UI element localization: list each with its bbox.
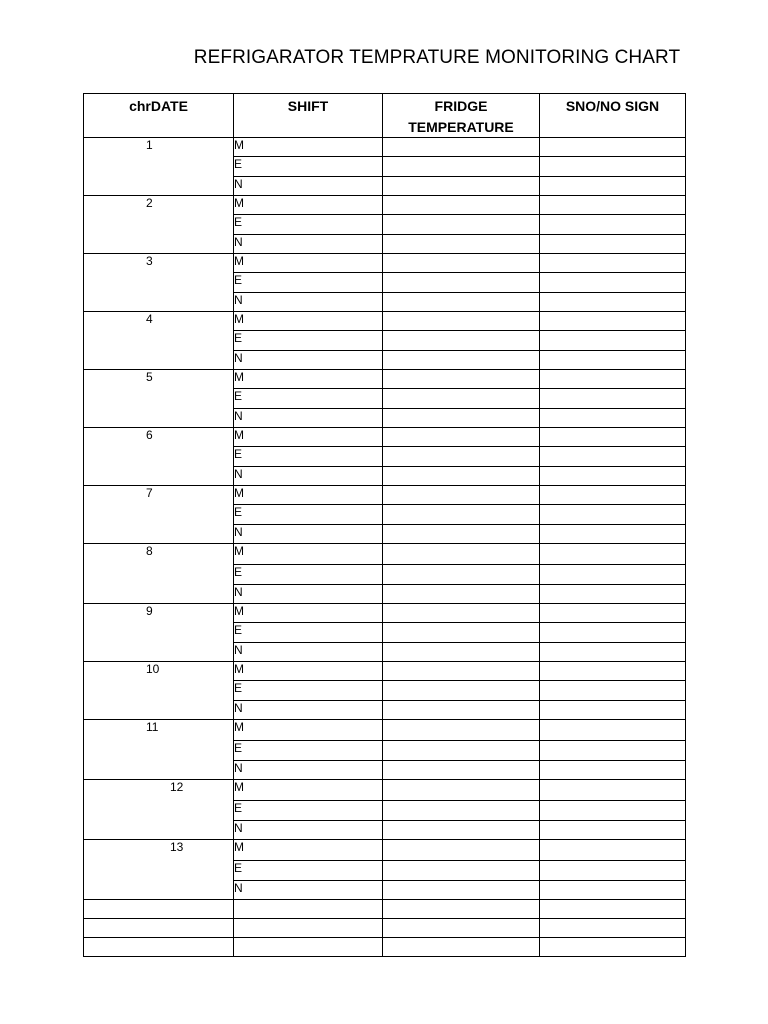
- header-shift: SHIFT: [234, 94, 383, 138]
- fridge-temperature-cell[interactable]: [383, 157, 540, 177]
- sign-cell[interactable]: [540, 801, 686, 821]
- table-row: [84, 486, 686, 505]
- shift-cell: M: [234, 254, 383, 273]
- shift-cell: M: [234, 780, 383, 801]
- shift-cell: N: [234, 643, 383, 662]
- shift-cell: E: [234, 273, 383, 293]
- fridge-temperature-cell[interactable]: [383, 780, 540, 801]
- shift-cell: E: [234, 331, 383, 351]
- sign-cell[interactable]: [540, 138, 686, 157]
- sign-cell[interactable]: [540, 293, 686, 312]
- shift-cell: N: [234, 585, 383, 604]
- fridge-temperature-cell[interactable]: [383, 486, 540, 505]
- fridge-temperature-cell[interactable]: [383, 447, 540, 467]
- blank-cell[interactable]: [540, 919, 686, 938]
- temperature-chart-table: [83, 93, 686, 957]
- date-cell: [84, 196, 234, 254]
- table-row: [84, 254, 686, 273]
- fridge-temperature-cell[interactable]: [383, 409, 540, 428]
- shift-cell: E: [234, 801, 383, 821]
- blank-cell[interactable]: [234, 938, 383, 957]
- fridge-temperature-cell[interactable]: [383, 585, 540, 604]
- sign-cell[interactable]: [540, 840, 686, 861]
- fridge-temperature-cell[interactable]: [383, 331, 540, 351]
- sign-cell[interactable]: [540, 196, 686, 215]
- fridge-temperature-cell[interactable]: [383, 801, 540, 821]
- sign-cell[interactable]: [540, 409, 686, 428]
- date-cell: [84, 780, 234, 840]
- fridge-temperature-cell[interactable]: [383, 351, 540, 370]
- sign-cell[interactable]: [540, 761, 686, 780]
- fridge-temperature-cell[interactable]: [383, 389, 540, 409]
- sign-cell[interactable]: [540, 312, 686, 331]
- sign-cell[interactable]: [540, 662, 686, 681]
- sign-cell[interactable]: [540, 351, 686, 370]
- shift-cell: M: [234, 840, 383, 861]
- fridge-temperature-cell[interactable]: [383, 196, 540, 215]
- fridge-temperature-cell[interactable]: [383, 861, 540, 881]
- sign-cell[interactable]: [540, 881, 686, 900]
- fridge-temperature-cell[interactable]: [383, 821, 540, 840]
- fridge-temperature-cell[interactable]: [383, 138, 540, 157]
- table-row: [84, 604, 686, 623]
- table-row: [84, 840, 686, 861]
- blank-row: [84, 900, 686, 919]
- date-value: 5: [146, 370, 153, 384]
- blank-cell[interactable]: [383, 900, 540, 919]
- header-date: chrDATE: [84, 94, 234, 138]
- table-row: [84, 196, 686, 215]
- shift-cell: M: [234, 544, 383, 565]
- date-cell: [84, 254, 234, 312]
- date-cell: [84, 544, 234, 604]
- table-row: [84, 428, 686, 447]
- sign-cell[interactable]: [540, 157, 686, 177]
- shift-cell: N: [234, 761, 383, 780]
- shift-cell: N: [234, 701, 383, 720]
- fridge-temperature-cell[interactable]: [383, 235, 540, 254]
- shift-cell: E: [234, 741, 383, 761]
- blank-cell[interactable]: [383, 919, 540, 938]
- table-row: [84, 544, 686, 565]
- header-row: [84, 94, 686, 138]
- shift-cell: E: [234, 623, 383, 643]
- date-value: 10: [146, 662, 160, 676]
- chart-body: [84, 138, 686, 957]
- date-cell: [84, 138, 234, 196]
- shift-cell: M: [234, 662, 383, 681]
- blank-cell[interactable]: [540, 900, 686, 919]
- sign-cell[interactable]: [540, 861, 686, 881]
- fridge-temperature-cell[interactable]: [383, 701, 540, 720]
- fridge-temperature-cell[interactable]: [383, 840, 540, 861]
- blank-cell[interactable]: [84, 900, 234, 919]
- fridge-temperature-cell[interactable]: [383, 293, 540, 312]
- header-fridge-line2: TEMPERATURE: [408, 119, 514, 135]
- date-cell: [84, 312, 234, 370]
- header-fridge-line1: FRIDGE: [434, 98, 488, 114]
- fridge-temperature-cell[interactable]: [383, 720, 540, 741]
- fridge-temperature-cell[interactable]: [383, 881, 540, 900]
- shift-cell: N: [234, 293, 383, 312]
- shift-cell: E: [234, 447, 383, 467]
- date-cell: [84, 428, 234, 486]
- date-value: 6: [146, 428, 153, 442]
- sign-cell[interactable]: [540, 604, 686, 623]
- date-value: 1: [146, 138, 153, 152]
- shift-cell: E: [234, 215, 383, 235]
- blank-cell[interactable]: [84, 919, 234, 938]
- fridge-temperature-cell[interactable]: [383, 370, 540, 389]
- shift-cell: M: [234, 604, 383, 623]
- shift-cell: M: [234, 138, 383, 157]
- date-value: 7: [146, 486, 153, 500]
- shift-cell: N: [234, 409, 383, 428]
- date-cell: [84, 720, 234, 780]
- table-row: [84, 370, 686, 389]
- blank-cell[interactable]: [234, 900, 383, 919]
- shift-cell: N: [234, 525, 383, 544]
- date-value: 9: [146, 604, 153, 618]
- fridge-temperature-cell[interactable]: [383, 428, 540, 447]
- table-row: [84, 720, 686, 741]
- shift-cell: M: [234, 486, 383, 505]
- sign-cell[interactable]: [540, 215, 686, 235]
- fridge-temperature-cell[interactable]: [383, 565, 540, 585]
- date-cell: [84, 604, 234, 662]
- sign-cell[interactable]: [540, 821, 686, 840]
- shift-cell: N: [234, 821, 383, 840]
- sign-cell[interactable]: [540, 544, 686, 565]
- sign-cell[interactable]: [540, 331, 686, 351]
- date-cell: [84, 662, 234, 720]
- header-sign: SNO/NO SIGN: [540, 94, 686, 138]
- page-title: REFRIGARATOR TEMPRATURE MONITORING CHART: [193, 47, 681, 68]
- table-row: [84, 138, 686, 157]
- sign-cell[interactable]: [540, 389, 686, 409]
- sign-cell[interactable]: [540, 447, 686, 467]
- fridge-temperature-cell[interactable]: [383, 254, 540, 273]
- date-cell: [84, 486, 234, 544]
- fridge-temperature-cell[interactable]: [383, 681, 540, 701]
- fridge-temperature-cell[interactable]: [383, 544, 540, 565]
- fridge-temperature-cell[interactable]: [383, 312, 540, 331]
- shift-cell: E: [234, 565, 383, 585]
- fridge-temperature-cell[interactable]: [383, 467, 540, 486]
- date-value: 13: [170, 840, 184, 854]
- shift-cell: M: [234, 370, 383, 389]
- fridge-temperature-cell[interactable]: [383, 761, 540, 780]
- date-value: 4: [146, 312, 153, 326]
- shift-cell: N: [234, 235, 383, 254]
- sign-cell[interactable]: [540, 235, 686, 254]
- shift-cell: E: [234, 389, 383, 409]
- sign-cell[interactable]: [540, 428, 686, 447]
- sign-cell[interactable]: [540, 273, 686, 293]
- header-fridge-temperature: [383, 94, 540, 138]
- sign-cell[interactable]: [540, 254, 686, 273]
- fridge-temperature-cell[interactable]: [383, 643, 540, 662]
- sign-cell[interactable]: [540, 525, 686, 544]
- sign-cell[interactable]: [540, 681, 686, 701]
- shift-cell: M: [234, 312, 383, 331]
- shift-cell: E: [234, 157, 383, 177]
- table-row: [84, 312, 686, 331]
- sign-cell[interactable]: [540, 565, 686, 585]
- date-value: 2: [146, 196, 153, 210]
- sign-cell[interactable]: [540, 720, 686, 741]
- shift-cell: E: [234, 861, 383, 881]
- sign-cell[interactable]: [540, 585, 686, 604]
- fridge-temperature-cell[interactable]: [383, 623, 540, 643]
- sign-cell[interactable]: [540, 741, 686, 761]
- sign-cell[interactable]: [540, 486, 686, 505]
- date-value: 11: [146, 720, 159, 734]
- blank-cell[interactable]: [540, 938, 686, 957]
- shift-cell: M: [234, 720, 383, 741]
- sign-cell[interactable]: [540, 643, 686, 662]
- sign-cell[interactable]: [540, 505, 686, 525]
- shift-cell: N: [234, 177, 383, 196]
- blank-cell[interactable]: [234, 919, 383, 938]
- fridge-temperature-cell[interactable]: [383, 662, 540, 681]
- shift-cell: N: [234, 467, 383, 486]
- fridge-temperature-cell[interactable]: [383, 505, 540, 525]
- fridge-temperature-cell[interactable]: [383, 215, 540, 235]
- date-cell: [84, 370, 234, 428]
- shift-cell: N: [234, 881, 383, 900]
- fridge-temperature-cell[interactable]: [383, 177, 540, 196]
- sign-cell[interactable]: [540, 623, 686, 643]
- shift-cell: E: [234, 681, 383, 701]
- date-cell: [84, 840, 234, 900]
- sign-cell[interactable]: [540, 780, 686, 801]
- sign-cell[interactable]: [540, 370, 686, 389]
- blank-row: [84, 919, 686, 938]
- sign-cell[interactable]: [540, 177, 686, 196]
- date-value: 8: [146, 544, 153, 558]
- date-value: 12: [170, 780, 184, 794]
- blank-cell[interactable]: [383, 938, 540, 957]
- date-value: 3: [146, 254, 153, 268]
- fridge-temperature-cell[interactable]: [383, 741, 540, 761]
- shift-cell: M: [234, 428, 383, 447]
- blank-row: [84, 938, 686, 957]
- table-row: [84, 662, 686, 681]
- fridge-temperature-cell[interactable]: [383, 273, 540, 293]
- shift-cell: M: [234, 196, 383, 215]
- blank-cell[interactable]: [84, 938, 234, 957]
- shift-cell: E: [234, 505, 383, 525]
- shift-cell: N: [234, 351, 383, 370]
- table-row: [84, 780, 686, 801]
- sign-cell[interactable]: [540, 701, 686, 720]
- sign-cell[interactable]: [540, 467, 686, 486]
- fridge-temperature-cell[interactable]: [383, 525, 540, 544]
- fridge-temperature-cell[interactable]: [383, 604, 540, 623]
